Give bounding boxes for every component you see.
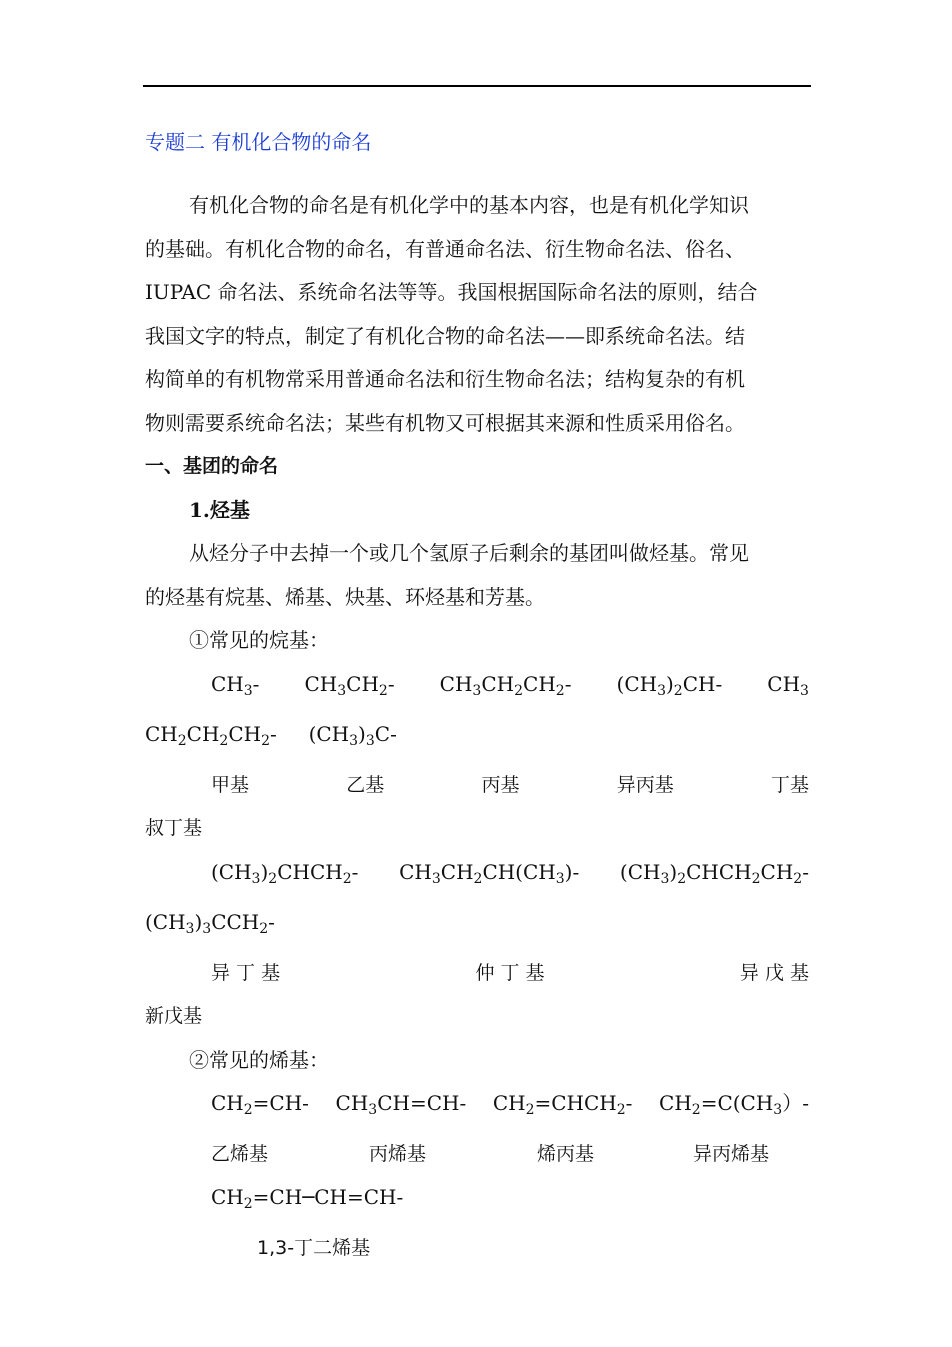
name-sec-butyl: 仲 丁 基 (475, 961, 545, 984)
alkyl-name-row-2 (145, 952, 809, 996)
name-butyl: 丁基 (770, 773, 809, 796)
formula-butadienyl: $CH_2=CH─CH=CH-$ (211, 1185, 404, 1212)
intro-line: IUPAC 命名法、系统命名法等等。我国根据国际命名法的原则，结合 (145, 280, 758, 304)
formula-propyl: $CH_3CH_2CH_2-$ (439, 671, 572, 699)
hydrocarbyl-line: 的烃基有烷基、烯基、炔基、环烃基和芳基。 (145, 584, 545, 609)
formula-butyl-start: $CH_3$ (767, 671, 809, 699)
name-isobutyl: 异 丁 基 (211, 961, 281, 984)
name-isopropenyl: 异丙烯基 (693, 1142, 770, 1165)
name-tert-butyl: 叔丁基 (145, 817, 203, 839)
page-title: 专题二 有机化合物的命名 (145, 130, 372, 154)
intro-paragraph (145, 184, 809, 445)
name-butadienyl: 1,3-丁二烯基 (257, 1236, 371, 1259)
formula-ethyl: $CH_3CH_2-$ (304, 671, 395, 699)
alkenyl-formula-row (145, 1082, 809, 1133)
name-propyl: 丙基 (481, 773, 520, 796)
name-isopentyl: 异 戊 基 (739, 961, 809, 984)
header-rule (143, 85, 811, 87)
intro-line: 的基础。有机化合物的命名，有普通命名法、衍生物命名法、俗名、 (145, 236, 745, 261)
formula-sec-butyl: $CH_3CH_2CH(CH_3)-$ (399, 859, 580, 887)
formula-butyl-end: $CH_2CH_2CH_2-$ (145, 722, 277, 749)
hydrocarbyl-line: 从烃分子中去掉一个或几个氢原子后剩余的基团叫做烃基。常见 (189, 541, 749, 565)
intro-line: 我国文字的特点，制定了有机化合物的命名法——即系统命名法。结 (145, 323, 745, 348)
alkenyl-name-row (145, 1133, 809, 1177)
intro-line: 物则需要系统命名法；某些有机物又可根据其来源和性质采用俗名。 (145, 410, 745, 435)
subsection-heading: 1.烃基 (189, 497, 250, 522)
alkyl-name-row (145, 764, 809, 808)
name-vinyl: 乙烯基 (211, 1142, 269, 1165)
formula-methyl: $CH_3-$ (211, 671, 260, 699)
document-page (145, 120, 809, 1270)
formula-isopropyl: $(CH_3)_2CH-$ (616, 671, 723, 699)
section-heading: 一、基团的命名 (145, 455, 279, 477)
intro-line: 构简单的有机物常采用普通命名法和衍生物命名法；结构复杂的有机 (145, 367, 745, 391)
formula-propenyl: $CH_3CH=CH-$ (335, 1091, 467, 1118)
formula-allyl: $CH_2=CHCH_2-$ (492, 1091, 633, 1118)
alkyl-formula-row (145, 663, 809, 714)
alkenyl-label: ②常见的烯基： (189, 1047, 329, 1072)
intro-line: 有机化合物的命名是有机化学中的基本内容，也是有机化学知识 (189, 193, 749, 217)
alkyl-label: ①常见的烷基： (189, 628, 329, 652)
formula-isopropenyl: $CH_2=C(CH_3)-$ (659, 1091, 809, 1118)
alkyl-formula-row-2 (145, 851, 809, 902)
name-neopentyl: 新戊基 (145, 1005, 203, 1027)
hydrocarbyl-paragraph (145, 532, 809, 619)
formula-neopentyl: $(CH_3)_3CCH_2-$ (145, 910, 275, 937)
alkyl-formula-wrap (145, 713, 809, 764)
formula-tert-butyl: $(CH_3)_3C-$ (308, 722, 397, 749)
name-methyl: 甲基 (211, 773, 250, 796)
formula-isopentyl: $(CH_3)_2CHCH_2CH_2-$ (619, 859, 809, 887)
name-propenyl: 丙烯基 (369, 1142, 427, 1165)
formula-isobutyl: $(CH_3)_2CHCH_2-$ (211, 859, 359, 887)
name-ethyl: 乙基 (346, 773, 385, 796)
name-allyl: 烯丙基 (537, 1142, 595, 1165)
name-isopropyl: 异丙基 (616, 773, 674, 796)
formula-vinyl: $CH_2=CH-$ (211, 1091, 309, 1118)
